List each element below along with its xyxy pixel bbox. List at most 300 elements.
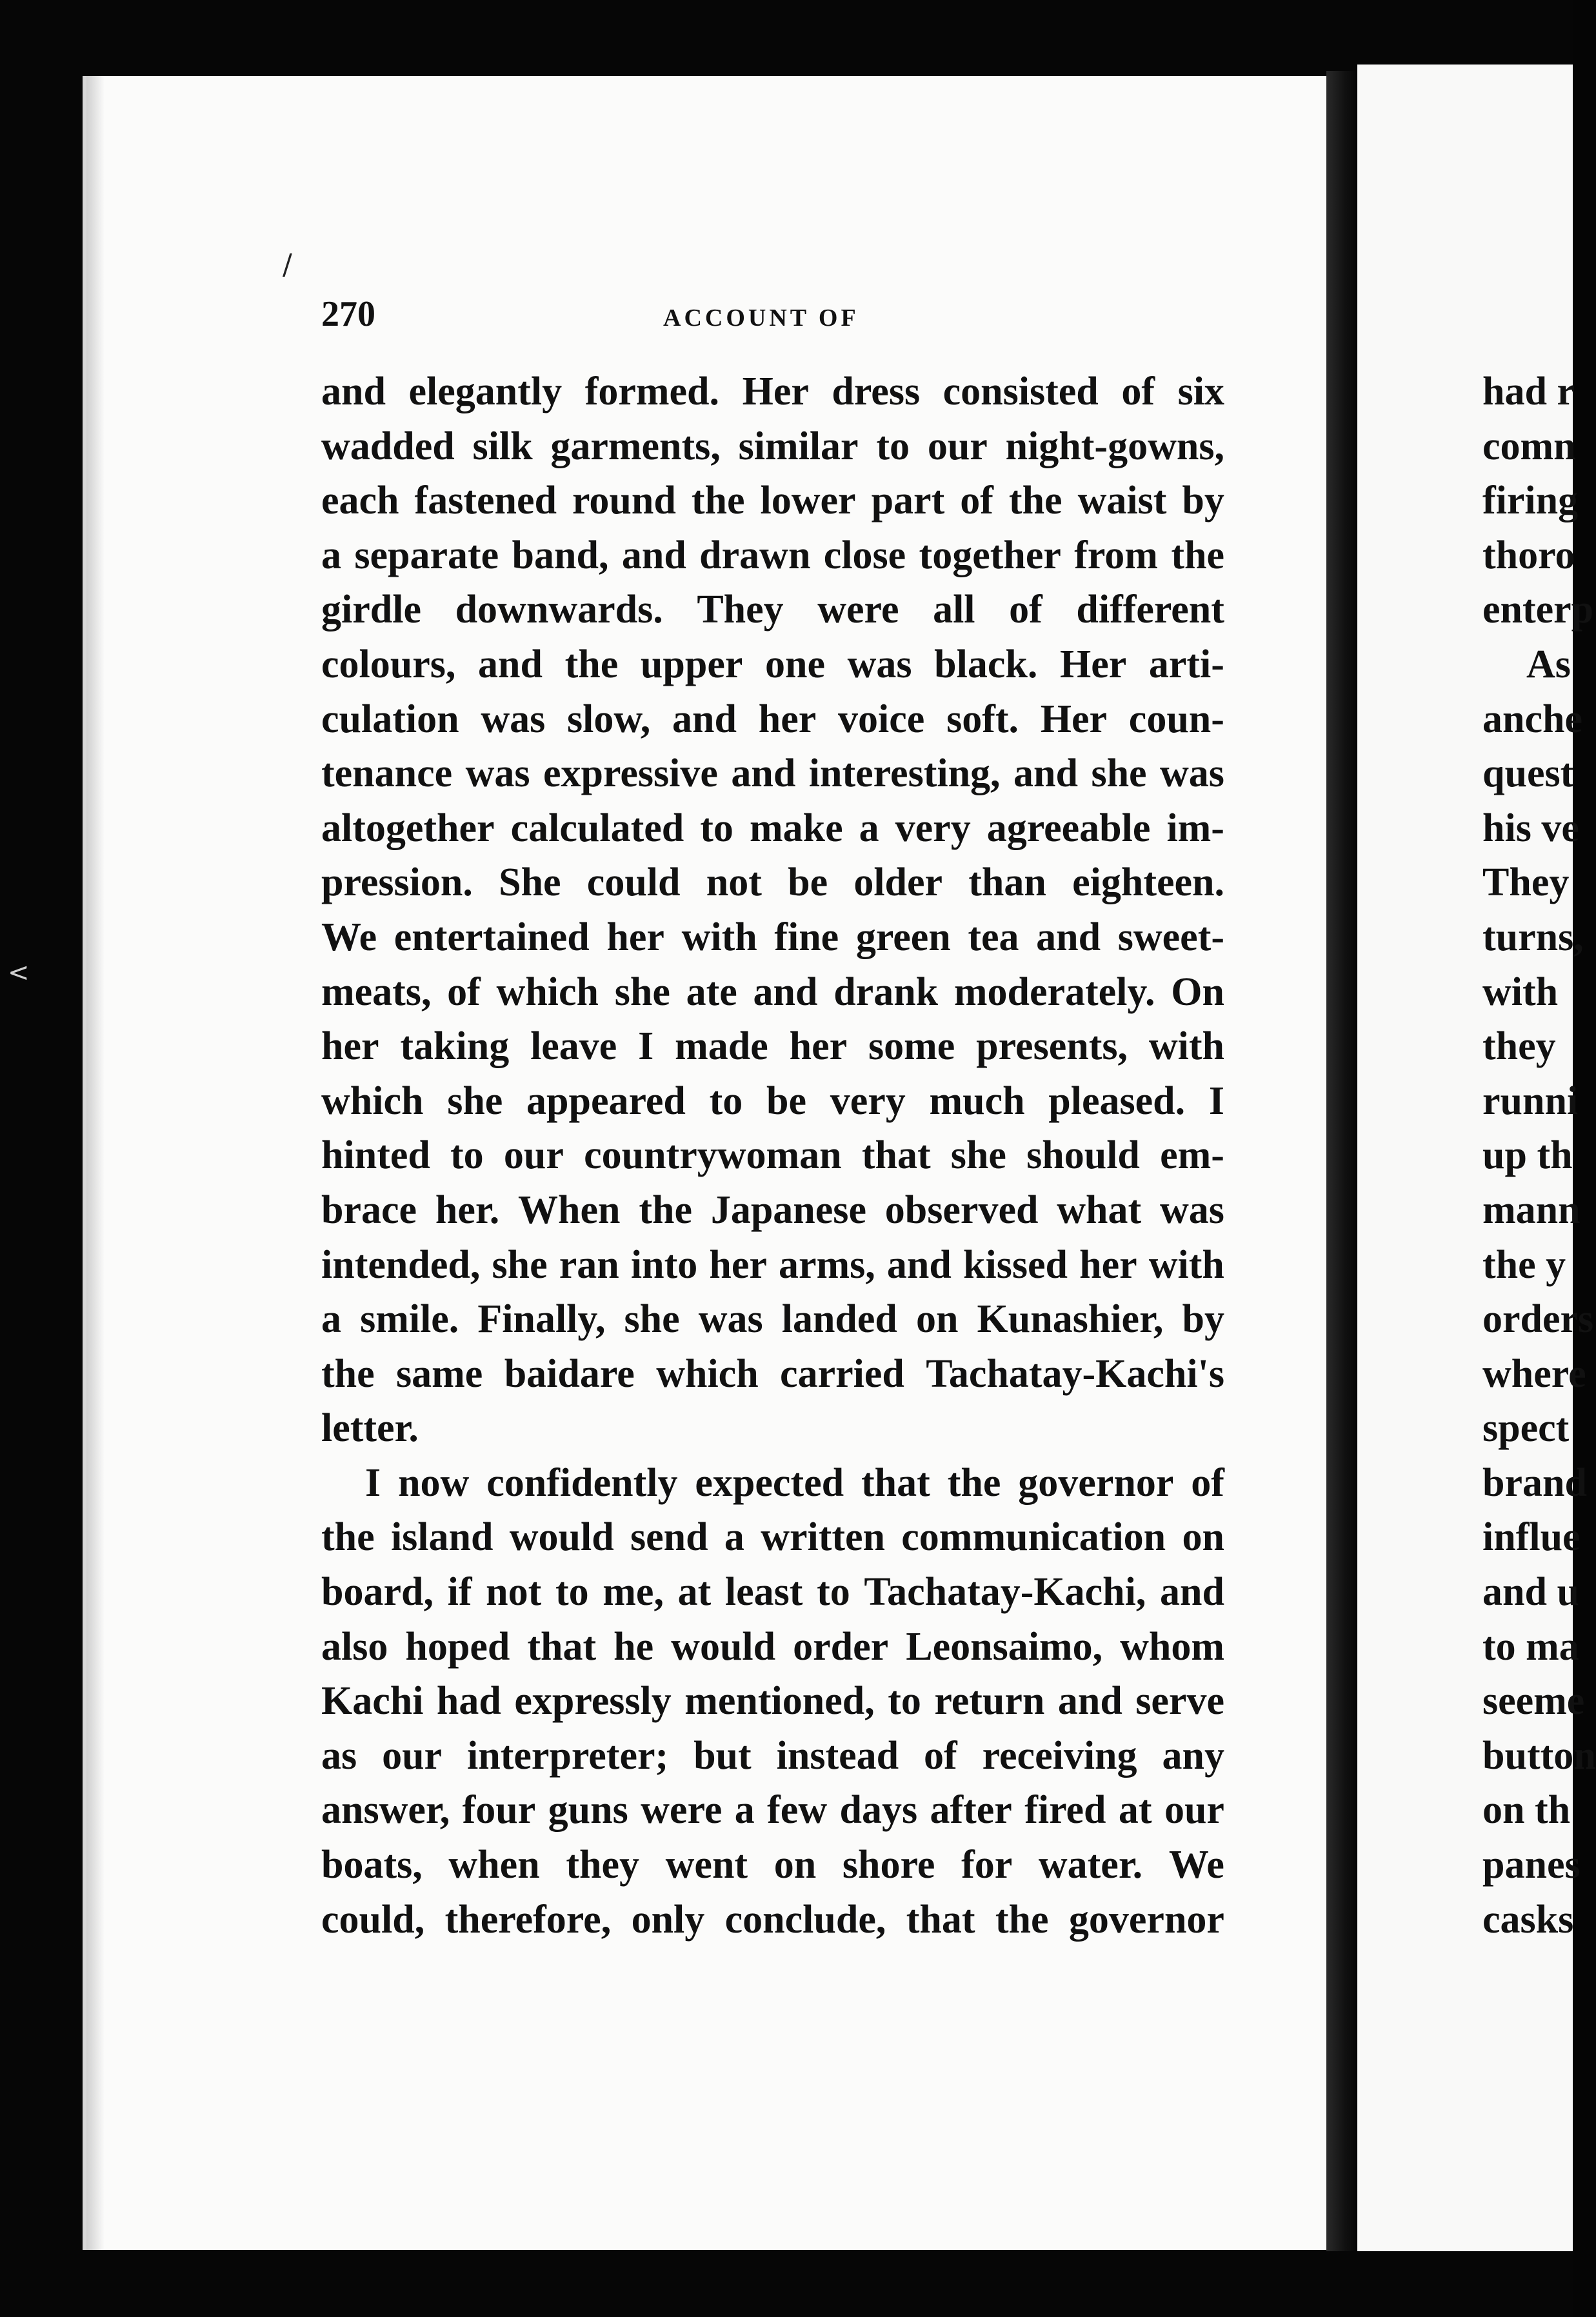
word: a xyxy=(859,806,879,850)
word: to xyxy=(876,424,910,468)
word: was xyxy=(847,642,912,686)
word: guns xyxy=(548,1788,628,1833)
word: letter. xyxy=(321,1406,419,1451)
word: any xyxy=(1162,1733,1224,1778)
text-line-fragment: enterp xyxy=(1482,588,1594,632)
word: a xyxy=(724,1515,744,1560)
word: return xyxy=(934,1679,1045,1724)
word: and xyxy=(1057,1679,1122,1724)
text-line-fragment: panes xyxy=(1482,1843,1581,1887)
word: On xyxy=(1171,970,1224,1014)
word: not xyxy=(486,1570,542,1615)
word: culation xyxy=(321,697,459,741)
word: she xyxy=(624,1297,680,1342)
word: by xyxy=(1182,1297,1224,1342)
word: fine xyxy=(774,915,839,959)
word: dress xyxy=(832,370,921,413)
text-line xyxy=(321,1620,1224,1675)
word: make xyxy=(749,806,843,850)
word: entertained xyxy=(394,915,590,959)
word: written xyxy=(761,1515,885,1560)
left-page-body xyxy=(321,364,1224,1947)
word: at xyxy=(1118,1788,1152,1833)
word: boats, xyxy=(321,1843,423,1887)
word: part xyxy=(871,479,945,523)
word: to xyxy=(817,1570,850,1615)
word: landed xyxy=(781,1297,897,1342)
word: Leonsaimo, xyxy=(906,1624,1103,1669)
text-line xyxy=(321,637,1224,692)
word: not xyxy=(706,860,762,905)
word: soft. xyxy=(946,697,1019,741)
text-line-fragment: casks xyxy=(1482,1897,1574,1942)
text-line xyxy=(321,1074,1224,1129)
word: they xyxy=(566,1843,639,1887)
word: waist xyxy=(1077,479,1167,523)
word: agreeable xyxy=(986,806,1151,850)
text-line xyxy=(321,1238,1224,1293)
word: me, xyxy=(603,1570,664,1615)
word: im- xyxy=(1166,806,1224,850)
word: her xyxy=(606,915,664,959)
word: and xyxy=(321,370,386,413)
word: expected xyxy=(695,1460,844,1505)
word: was xyxy=(1160,751,1224,796)
word: band, xyxy=(512,533,609,577)
word: They xyxy=(697,588,784,632)
word: island xyxy=(390,1515,494,1560)
word: altogether xyxy=(321,806,495,850)
word: answer, xyxy=(321,1788,450,1833)
text-line xyxy=(321,746,1224,801)
word: conclude, xyxy=(724,1897,886,1942)
word: kissed xyxy=(963,1242,1068,1287)
text-line xyxy=(321,1401,1224,1456)
book-gutter xyxy=(1326,71,1357,2251)
word: drawn xyxy=(699,533,811,577)
word: garments, xyxy=(550,424,721,468)
word: had xyxy=(436,1679,501,1724)
word: silk xyxy=(472,424,533,468)
page-header xyxy=(321,293,1224,339)
word: fired xyxy=(1024,1788,1106,1833)
word: to xyxy=(888,1679,921,1724)
word: same xyxy=(396,1351,483,1396)
word: than xyxy=(968,860,1046,905)
word: I xyxy=(365,1460,381,1505)
word: appeared xyxy=(526,1079,686,1123)
word: on xyxy=(915,1297,959,1342)
word: Finally, xyxy=(477,1297,606,1342)
word: that xyxy=(906,1897,975,1942)
edge-arrow-mark: < xyxy=(8,958,30,988)
text-line xyxy=(321,1347,1224,1402)
word: round xyxy=(572,479,676,523)
word: each xyxy=(321,479,399,523)
word: send xyxy=(630,1515,708,1560)
word: six xyxy=(1177,370,1224,413)
word: mentioned, xyxy=(684,1679,875,1724)
word: close xyxy=(823,533,906,577)
word: wadded xyxy=(321,424,455,468)
text-line-fragment: comn xyxy=(1482,424,1576,468)
word: with xyxy=(1148,1024,1224,1069)
word: leave xyxy=(530,1024,617,1069)
text-line xyxy=(321,1838,1224,1893)
text-line xyxy=(321,1565,1224,1620)
word: She xyxy=(499,860,561,905)
word: she xyxy=(447,1079,503,1123)
word: and xyxy=(753,970,818,1014)
word: order xyxy=(793,1624,889,1669)
word: board, xyxy=(321,1570,434,1615)
word: ate xyxy=(686,970,737,1014)
word: much xyxy=(929,1079,1025,1123)
text-line xyxy=(321,1783,1224,1838)
text-line xyxy=(321,801,1224,856)
word: she xyxy=(492,1242,548,1287)
word: our xyxy=(927,424,988,468)
word: were xyxy=(641,1788,723,1833)
word: that xyxy=(527,1624,597,1669)
word: our xyxy=(382,1733,443,1778)
word: shore xyxy=(842,1843,935,1887)
word: countrywoman xyxy=(584,1133,842,1178)
word: four xyxy=(462,1788,536,1833)
word: very xyxy=(830,1079,906,1123)
word: ran xyxy=(559,1242,619,1287)
word: of xyxy=(924,1733,957,1778)
word: the xyxy=(947,1460,1001,1505)
word: We xyxy=(1168,1843,1224,1887)
word: When xyxy=(518,1188,621,1232)
word: at xyxy=(677,1570,712,1615)
word: and xyxy=(731,751,796,796)
word: water. xyxy=(1038,1843,1143,1887)
word: to xyxy=(700,806,733,850)
page-number: 270 xyxy=(321,294,375,334)
word: sweet- xyxy=(1117,915,1224,959)
word: a xyxy=(321,533,341,577)
word: colours, xyxy=(321,642,456,686)
text-line-fragment: orders xyxy=(1482,1297,1594,1342)
word: consisted xyxy=(943,370,1099,413)
word: was xyxy=(481,697,546,741)
word: her xyxy=(321,1024,379,1069)
text-line-fragment: his ve xyxy=(1482,806,1579,850)
word: was xyxy=(465,751,530,796)
text-line-fragment: to ma xyxy=(1482,1624,1579,1669)
word: brace xyxy=(321,1188,417,1232)
word: the xyxy=(321,1351,375,1396)
word: I xyxy=(1208,1079,1224,1123)
word: she xyxy=(950,1133,1006,1178)
text-line-fragment: spect xyxy=(1482,1406,1570,1451)
word: receiving xyxy=(982,1733,1137,1778)
text-line-fragment: quest xyxy=(1482,751,1574,796)
word: on xyxy=(773,1843,817,1887)
word: from xyxy=(1074,533,1158,577)
text-line-fragment: thoro xyxy=(1482,533,1575,577)
text-line-fragment: on th xyxy=(1482,1788,1571,1833)
right-page-body-fragment xyxy=(1482,364,1596,1947)
word: expressly xyxy=(514,1679,672,1724)
word: which xyxy=(321,1079,424,1123)
word: and xyxy=(1036,915,1101,959)
word: therefore, xyxy=(444,1897,612,1942)
word: slow, xyxy=(567,697,651,741)
word: girdle xyxy=(321,588,421,632)
word: but xyxy=(693,1733,752,1778)
word: of xyxy=(1009,588,1042,632)
word: pleased. xyxy=(1048,1079,1186,1123)
word: Her xyxy=(1059,642,1127,686)
word: he xyxy=(613,1624,654,1669)
word: Kachi xyxy=(321,1679,424,1724)
word: made xyxy=(675,1024,768,1069)
word: that xyxy=(861,1460,930,1505)
text-line-fragment: As xyxy=(1526,642,1571,686)
word: arms, xyxy=(779,1242,875,1287)
word: a xyxy=(321,1297,341,1342)
word: was xyxy=(1160,1188,1224,1232)
word: intended, xyxy=(321,1242,481,1287)
word: and xyxy=(478,642,543,686)
word: and xyxy=(886,1242,952,1287)
word: formed. xyxy=(584,370,720,413)
word: with xyxy=(681,915,757,959)
word: for xyxy=(961,1843,1013,1887)
word: governor xyxy=(1018,1460,1174,1505)
word: her xyxy=(789,1024,848,1069)
text-line-fragment: they xyxy=(1482,1024,1556,1069)
stray-pencil-mark: / xyxy=(283,248,292,281)
text-line xyxy=(321,528,1224,583)
word: one xyxy=(764,642,825,686)
word: the xyxy=(691,479,745,523)
word: coun- xyxy=(1128,697,1224,741)
word: voice xyxy=(838,697,925,741)
word: of xyxy=(1191,1460,1224,1505)
word: could xyxy=(586,860,681,905)
word: taking xyxy=(400,1024,510,1069)
word: interpreter; xyxy=(467,1733,669,1778)
word: older xyxy=(853,860,943,905)
word: to xyxy=(709,1079,743,1123)
word: her xyxy=(758,697,817,741)
word: the xyxy=(1008,479,1062,523)
word: and xyxy=(621,533,686,577)
word: baidare xyxy=(504,1351,635,1396)
word: after xyxy=(930,1788,1012,1833)
text-line xyxy=(321,364,1224,419)
text-line xyxy=(321,965,1224,1020)
word: I xyxy=(638,1024,654,1069)
word: by xyxy=(1182,479,1224,523)
word: some xyxy=(868,1024,955,1069)
word: the xyxy=(321,1515,375,1560)
word: interesting, xyxy=(808,751,1001,796)
word: now xyxy=(398,1460,470,1505)
word: if xyxy=(447,1570,472,1615)
word: carried xyxy=(780,1351,904,1396)
text-line xyxy=(321,419,1224,474)
text-line xyxy=(321,1510,1224,1565)
word: would xyxy=(509,1515,614,1560)
word: when xyxy=(448,1843,540,1887)
word: elegantly xyxy=(408,370,563,413)
word: the xyxy=(639,1188,692,1232)
word: black. xyxy=(934,642,1038,686)
word: Tachatay-Kachi, xyxy=(864,1570,1146,1615)
word: separate xyxy=(354,533,499,577)
text-line-fragment: anche xyxy=(1482,697,1582,741)
word: as xyxy=(321,1733,357,1778)
word: green xyxy=(855,915,951,959)
text-line xyxy=(321,1456,1224,1511)
text-line xyxy=(321,1183,1224,1238)
text-line-fragment: They xyxy=(1482,860,1570,905)
word: fastened xyxy=(414,479,557,523)
word: smile. xyxy=(360,1297,459,1342)
word: observed xyxy=(884,1188,1039,1232)
text-line-fragment: mann xyxy=(1482,1188,1581,1232)
word: similar xyxy=(738,424,859,468)
word: hoped xyxy=(405,1624,510,1669)
text-line xyxy=(321,692,1224,747)
word: communication xyxy=(901,1515,1166,1560)
word: together xyxy=(919,533,1061,577)
word: our xyxy=(503,1133,564,1178)
word: of xyxy=(1121,370,1155,413)
word: different xyxy=(1076,588,1224,632)
word: a xyxy=(734,1788,755,1833)
word: she xyxy=(614,970,670,1014)
word: arti- xyxy=(1148,642,1224,686)
word: and xyxy=(672,697,737,741)
word: presents, xyxy=(976,1024,1128,1069)
text-line-fragment: button xyxy=(1482,1733,1596,1778)
word: to xyxy=(450,1133,484,1178)
word: Her xyxy=(742,370,809,413)
word: calculated xyxy=(510,806,684,850)
word: also xyxy=(321,1624,388,1669)
word: drank xyxy=(833,970,939,1014)
word: days xyxy=(839,1788,918,1833)
word: the xyxy=(995,1897,1049,1942)
word: to xyxy=(555,1570,589,1615)
word: all xyxy=(933,588,975,632)
word: governor xyxy=(1068,1897,1224,1942)
word: with xyxy=(1148,1242,1224,1287)
text-line-fragment: with xyxy=(1482,970,1559,1014)
word: could, xyxy=(321,1897,425,1942)
word: pression. xyxy=(321,860,473,905)
word: downwards. xyxy=(455,588,663,632)
word: moderately. xyxy=(953,970,1155,1014)
text-line-fragment: runni xyxy=(1482,1079,1579,1123)
text-line-fragment: firing xyxy=(1482,479,1579,523)
word: which xyxy=(656,1351,759,1396)
word: of xyxy=(447,970,481,1014)
text-line xyxy=(321,1128,1224,1183)
text-line-fragment: had r xyxy=(1482,370,1575,413)
text-line-fragment: up th xyxy=(1482,1133,1573,1178)
word: expressive xyxy=(543,751,718,796)
text-line-fragment: the y xyxy=(1482,1242,1566,1287)
word: few xyxy=(767,1788,828,1833)
text-line xyxy=(321,1893,1224,1947)
word: on xyxy=(1182,1515,1224,1560)
word: meats, xyxy=(321,970,432,1014)
word: instead xyxy=(776,1733,899,1778)
word: should xyxy=(1026,1133,1140,1178)
text-line xyxy=(321,1292,1224,1347)
word: eighteen. xyxy=(1072,860,1224,905)
text-line xyxy=(321,582,1224,637)
word: tenance xyxy=(321,751,453,796)
text-line-fragment: brand xyxy=(1482,1460,1587,1505)
word: our xyxy=(1164,1788,1224,1833)
word: tea xyxy=(968,915,1019,959)
word: Japanese xyxy=(710,1188,866,1232)
word: Her xyxy=(1040,697,1108,741)
word: serve xyxy=(1135,1679,1224,1724)
text-line xyxy=(321,855,1224,910)
word: and xyxy=(1013,751,1078,796)
text-line xyxy=(321,1729,1224,1784)
word: lower xyxy=(760,479,856,523)
word: upper xyxy=(640,642,743,686)
word: only xyxy=(631,1897,705,1942)
text-line xyxy=(321,1674,1224,1729)
word: hinted xyxy=(321,1133,430,1178)
word: went xyxy=(665,1843,748,1887)
word: of xyxy=(960,479,993,523)
word: confidently xyxy=(486,1460,678,1505)
text-line-fragment: where xyxy=(1482,1351,1586,1396)
word: what xyxy=(1057,1188,1142,1232)
word: em- xyxy=(1160,1133,1224,1178)
word: were xyxy=(817,588,899,632)
word: Kunashier, xyxy=(977,1297,1164,1342)
word: very xyxy=(895,806,971,850)
text-line xyxy=(321,1019,1224,1074)
word: night-gowns, xyxy=(1005,424,1224,468)
word: whom xyxy=(1120,1624,1224,1669)
word: was xyxy=(698,1297,763,1342)
word: she xyxy=(1091,751,1147,796)
text-line xyxy=(321,473,1224,528)
word: that xyxy=(861,1133,931,1178)
word: which xyxy=(496,970,599,1014)
word: the xyxy=(564,642,619,686)
word: her. xyxy=(435,1188,500,1232)
word: Tachatay-Kachi's xyxy=(926,1351,1224,1396)
text-line-fragment: influe xyxy=(1482,1515,1581,1560)
word: be xyxy=(788,860,828,905)
word: and xyxy=(1159,1570,1224,1615)
word: We xyxy=(321,915,377,959)
text-line-fragment: seeme xyxy=(1482,1679,1585,1724)
word: least xyxy=(724,1570,803,1615)
word: the xyxy=(1171,533,1224,577)
word: into xyxy=(630,1242,698,1287)
word: would xyxy=(671,1624,776,1669)
word: her xyxy=(1079,1242,1137,1287)
text-line-fragment: and u xyxy=(1482,1570,1579,1615)
text-line-fragment: turns, xyxy=(1482,915,1584,959)
